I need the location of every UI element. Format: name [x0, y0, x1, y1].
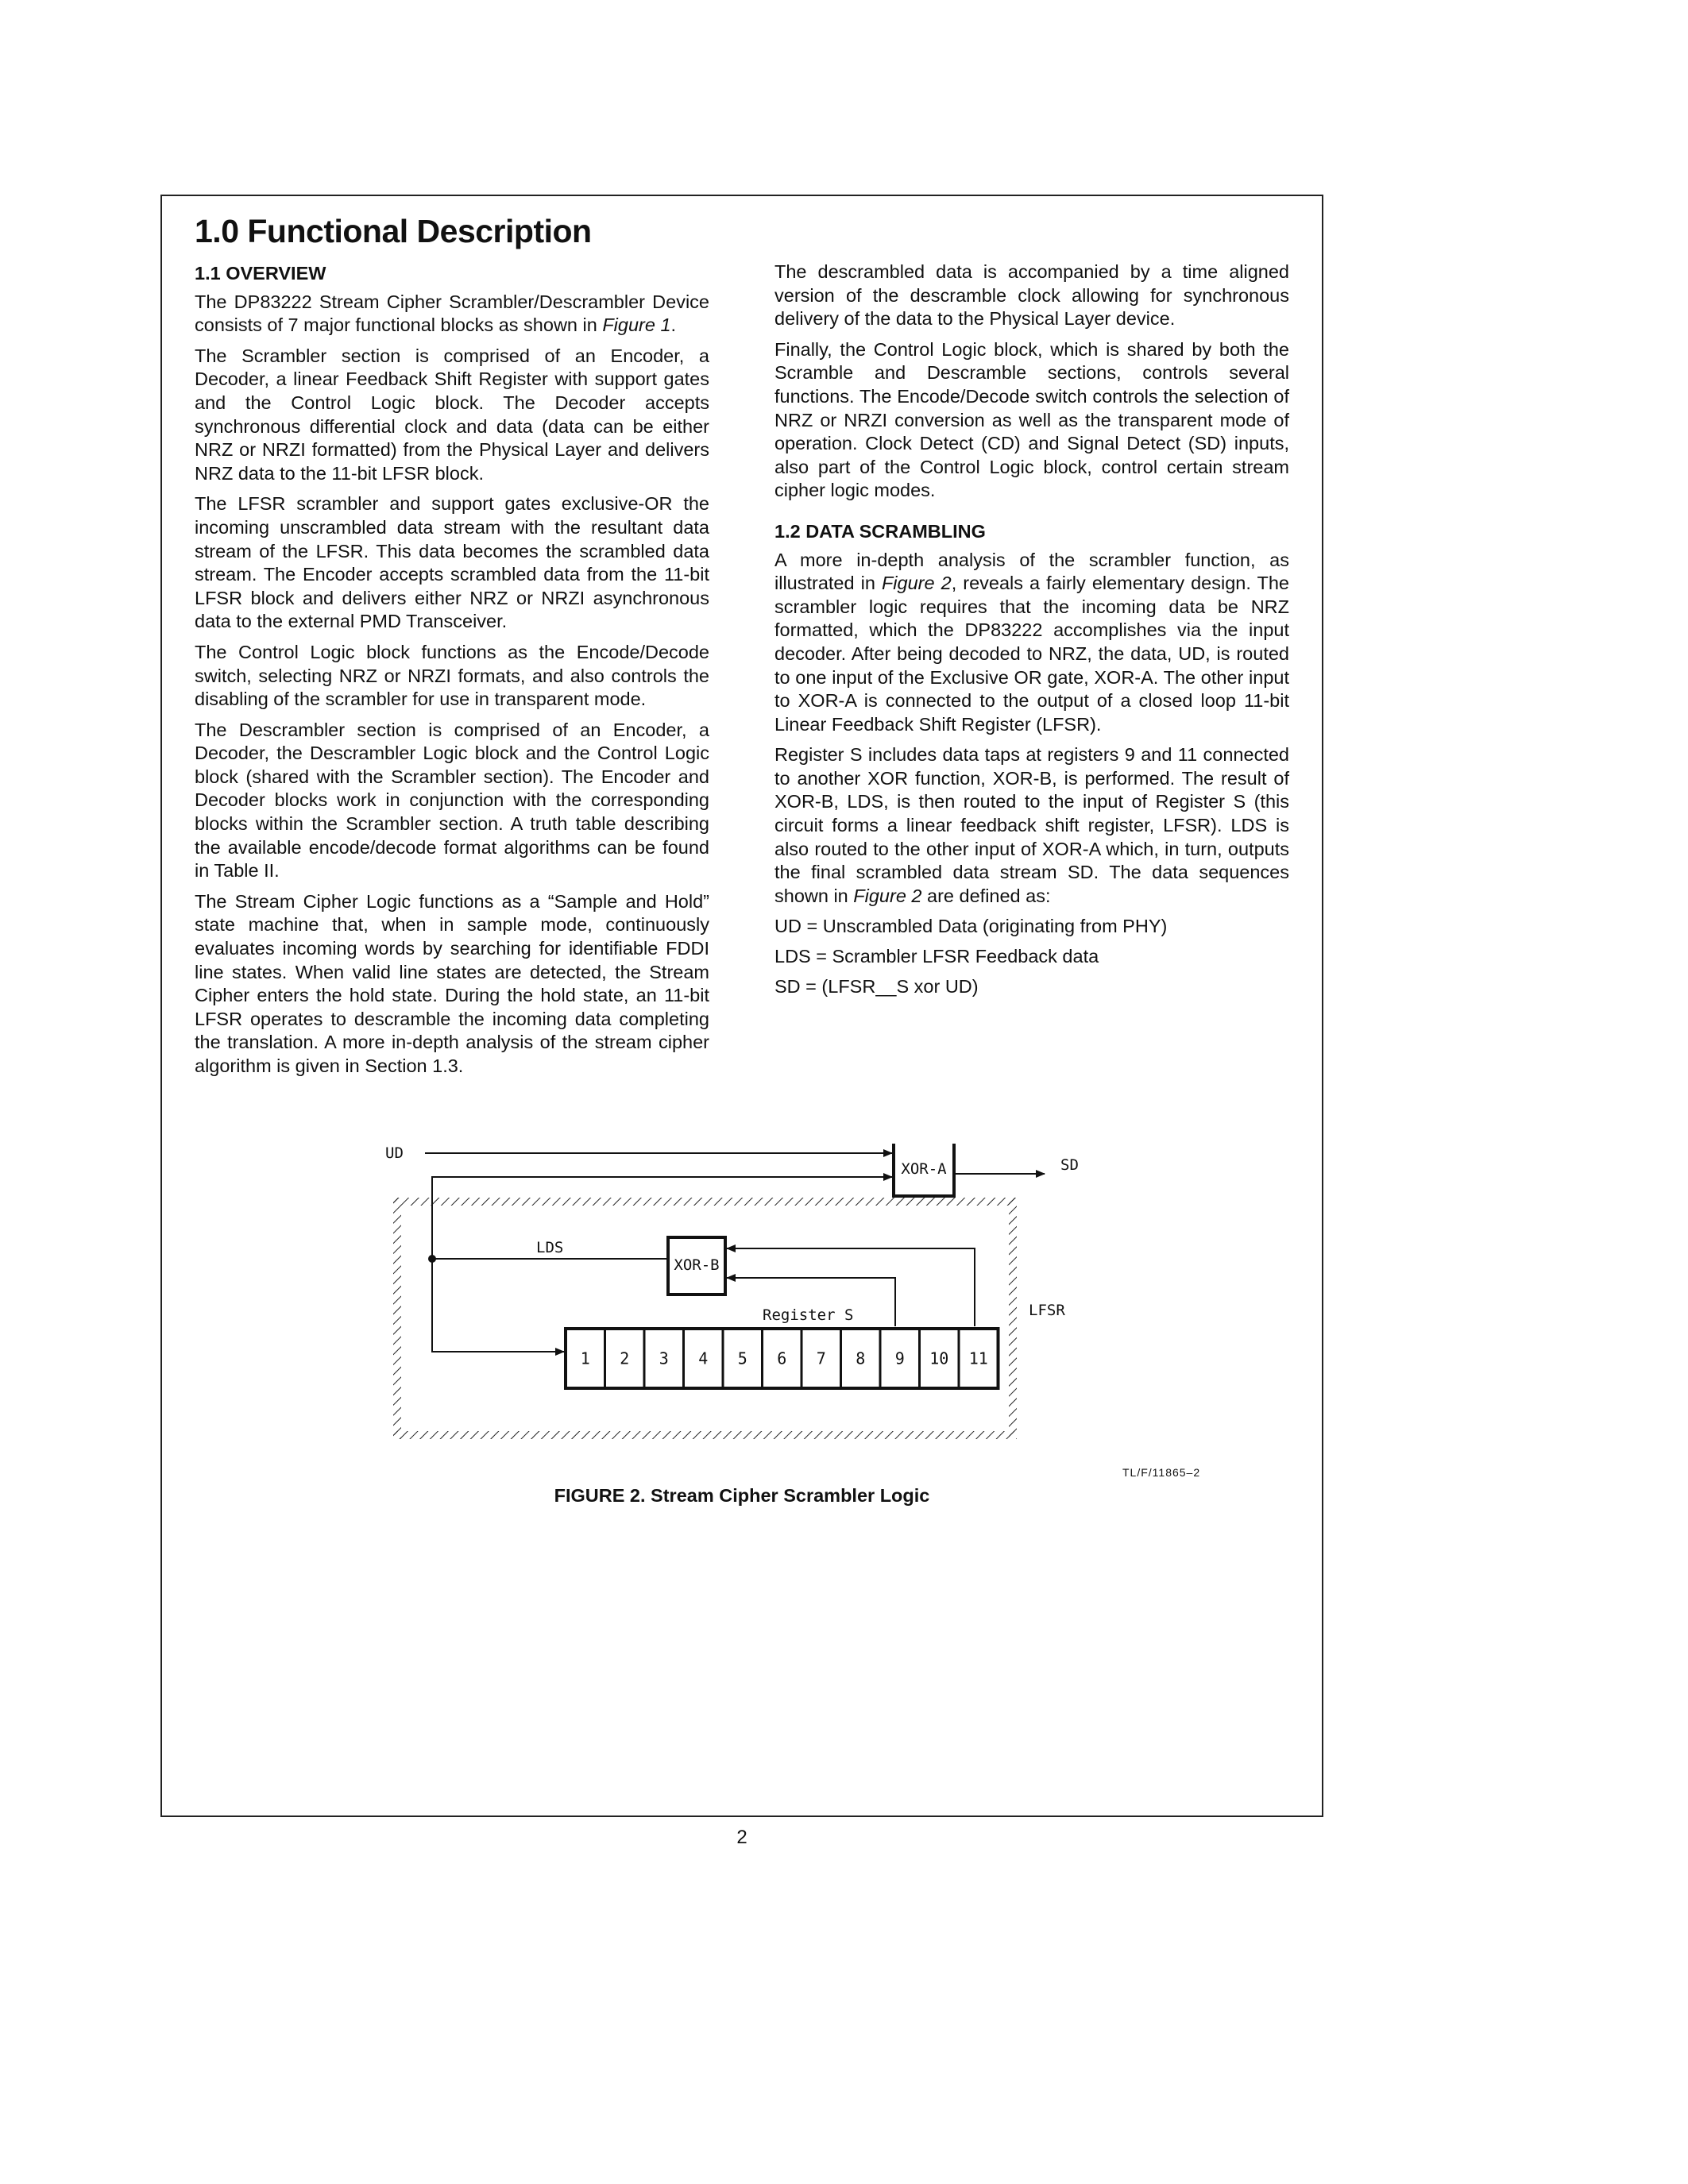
figure-reference-code: TL/F/11865–2 [1122, 1466, 1201, 1479]
lds-to-register-line [432, 1259, 564, 1352]
overview-paragraph-3: The LFSR scrambler and support gates exclusive-OR the incoming unscrambled data stream with the resultant data stream of the LFSR. This data becomes the scrambled data stream. The Encoder accepts scrambled data from the 11-bit LFSR block and delivers either NRZ or NRZI asynchronous data to the external PMD Transceiver. [195, 493, 709, 632]
overview-paragraph-8: Finally, the Control Logic block, which is shared by both the Scramble and Descramble sections, controls several functions. The Encode/Decode switch controls the selection of NRZ or NRZI conversion as well as the transparent mode of operation. Clock Detect (CD) and Signal Detect (SD) inputs, also part of the Control Logic block, control certain stream cipher logic modes. [774, 338, 1289, 501]
register-cell-label: 10 [929, 1349, 949, 1368]
definition-lds: LDS = Scrambler LFSR Feedback data [774, 946, 1099, 967]
ud-label: UD [385, 1144, 404, 1162]
register-s [566, 1329, 999, 1388]
register-cell-label: 5 [737, 1349, 747, 1368]
xor-a-label: XOR-A [901, 1160, 947, 1178]
overview-heading: 1.1 OVERVIEW [195, 263, 326, 284]
register-cell-label: 1 [580, 1349, 590, 1368]
scrambling-paragraph-2: Register S includes data taps at registers 9 and 11 connected to another XOR function, XOR-B, is performed. The result of XOR-B, LDS, is then routed to the input of Register S (this circuit forms a linear feedback shift register, LFSR). LDS is also routed to the other input of XOR-A which, in turn, outputs the final scrambled data stream SD. The data sequences shown in Figure 2 are defined as: [774, 744, 1289, 906]
data-scrambling-heading: 1.2 DATA SCRAMBLING [774, 520, 986, 542]
register-cell-label: 9 [894, 1349, 905, 1368]
overview-paragraph-6: The Stream Cipher Logic functions as a “Sample and Hold” state machine that, when in sample mode, continuously evaluates incoming words by searching for identifiable FDDI line states. When valid line states are detected, the Stream Cipher enters the hold state. During the hold state, an 11-bit LFSR operates to descramble the incoming data completing the translation. A more in-depth analysis of the stream cipher algorithm is given in Section 1.3. [195, 890, 709, 1076]
register-cell-label: 2 [620, 1349, 630, 1368]
lfsr-boundary [393, 1198, 1017, 1439]
overview-paragraph-7: The descrambled data is accompanied by a time aligned version of the descramble clock allowing for synchronous delivery of the data to the Physical Layer device. [774, 261, 1289, 330]
section-title: 1.0 Functional Description [195, 213, 592, 249]
lds-to-xor-a-line [432, 1177, 892, 1259]
left-column [195, 262, 709, 1086]
scrambling-paragraph-1: A more in-depth analysis of the scrambler function, as illustrated in Figure 2, reveals a fairly elementary design. The scrambler logic requires that the incoming data be NRZ formatted, which the DP83222 accomplishes via the input decoder. After being decoded to NRZ, the data, UD, is routed to one input of the Exclusive OR gate, XOR-A. The other input to XOR-A is connected to the output of a closed loop 11-bit Linear Feedback Shift Register (LFSR). [774, 549, 1289, 735]
figure-2-reference: Figure 2 [853, 885, 922, 906]
register-cell-label: 8 [856, 1349, 866, 1368]
lds-label: LDS [536, 1239, 564, 1256]
lfsr-label: LFSR [1029, 1302, 1065, 1319]
register-cell-label: 4 [698, 1349, 709, 1368]
xor-b-label: XOR-B [674, 1256, 720, 1274]
overview-paragraph-2: The Scrambler section is comprised of an Encoder, a Decoder, a linear Feedback Shift Register with support gates and the Control Logic block. The Decoder accepts synchronous differential clock and data (data can be either NRZ or NRZI formatted) from the Physical Layer and delivers NRZ data to the 11-bit LFSR block. [195, 345, 709, 484]
right-column [774, 260, 1289, 1005]
sd-label: SD [1060, 1156, 1079, 1174]
register-s-label: Register S [763, 1306, 854, 1324]
overview-paragraph-5: The Descrambler section is comprised of an Encoder, a Decoder, the Descrambler Logic block and the Control Logic block (shared with the Scrambler section). The Encoder and Decoder blocks work in conjunction with the corresponding blocks within the Scrambler section. A truth table describing the available encode/decode format algorithms can be found in Table II. [195, 719, 709, 882]
register-cell-label: 11 [968, 1349, 988, 1368]
figure-caption: FIGURE 2. Stream Cipher Scrambler Logic [554, 1485, 930, 1506]
overview-paragraph-4: The Control Logic block functions as the Encode/Decode switch, selecting NRZ or NRZI formats, and also controls the disabling of the scrambler for use in transparent mode. [195, 641, 709, 710]
register-cell-label: 6 [777, 1349, 787, 1368]
overview-paragraph-1: The DP83222 Stream Cipher Scrambler/Descrambler Device consists of 7 major functional blocks as shown in Figure 1. [195, 291, 709, 336]
definition-sd: SD = (LFSR__S xor UD) [774, 975, 979, 997]
figure-2-diagram [381, 1144, 1239, 1493]
figure-2-reference: Figure 2 [881, 573, 952, 594]
definition-ud: UD = Unscrambled Data (originating from PHY) [774, 916, 1168, 937]
page-number: 2 [736, 1827, 747, 1848]
figure-1-reference: Figure 1 [602, 314, 671, 336]
register-cell-label: 7 [816, 1349, 826, 1368]
register-cell-label: 3 [659, 1349, 669, 1368]
